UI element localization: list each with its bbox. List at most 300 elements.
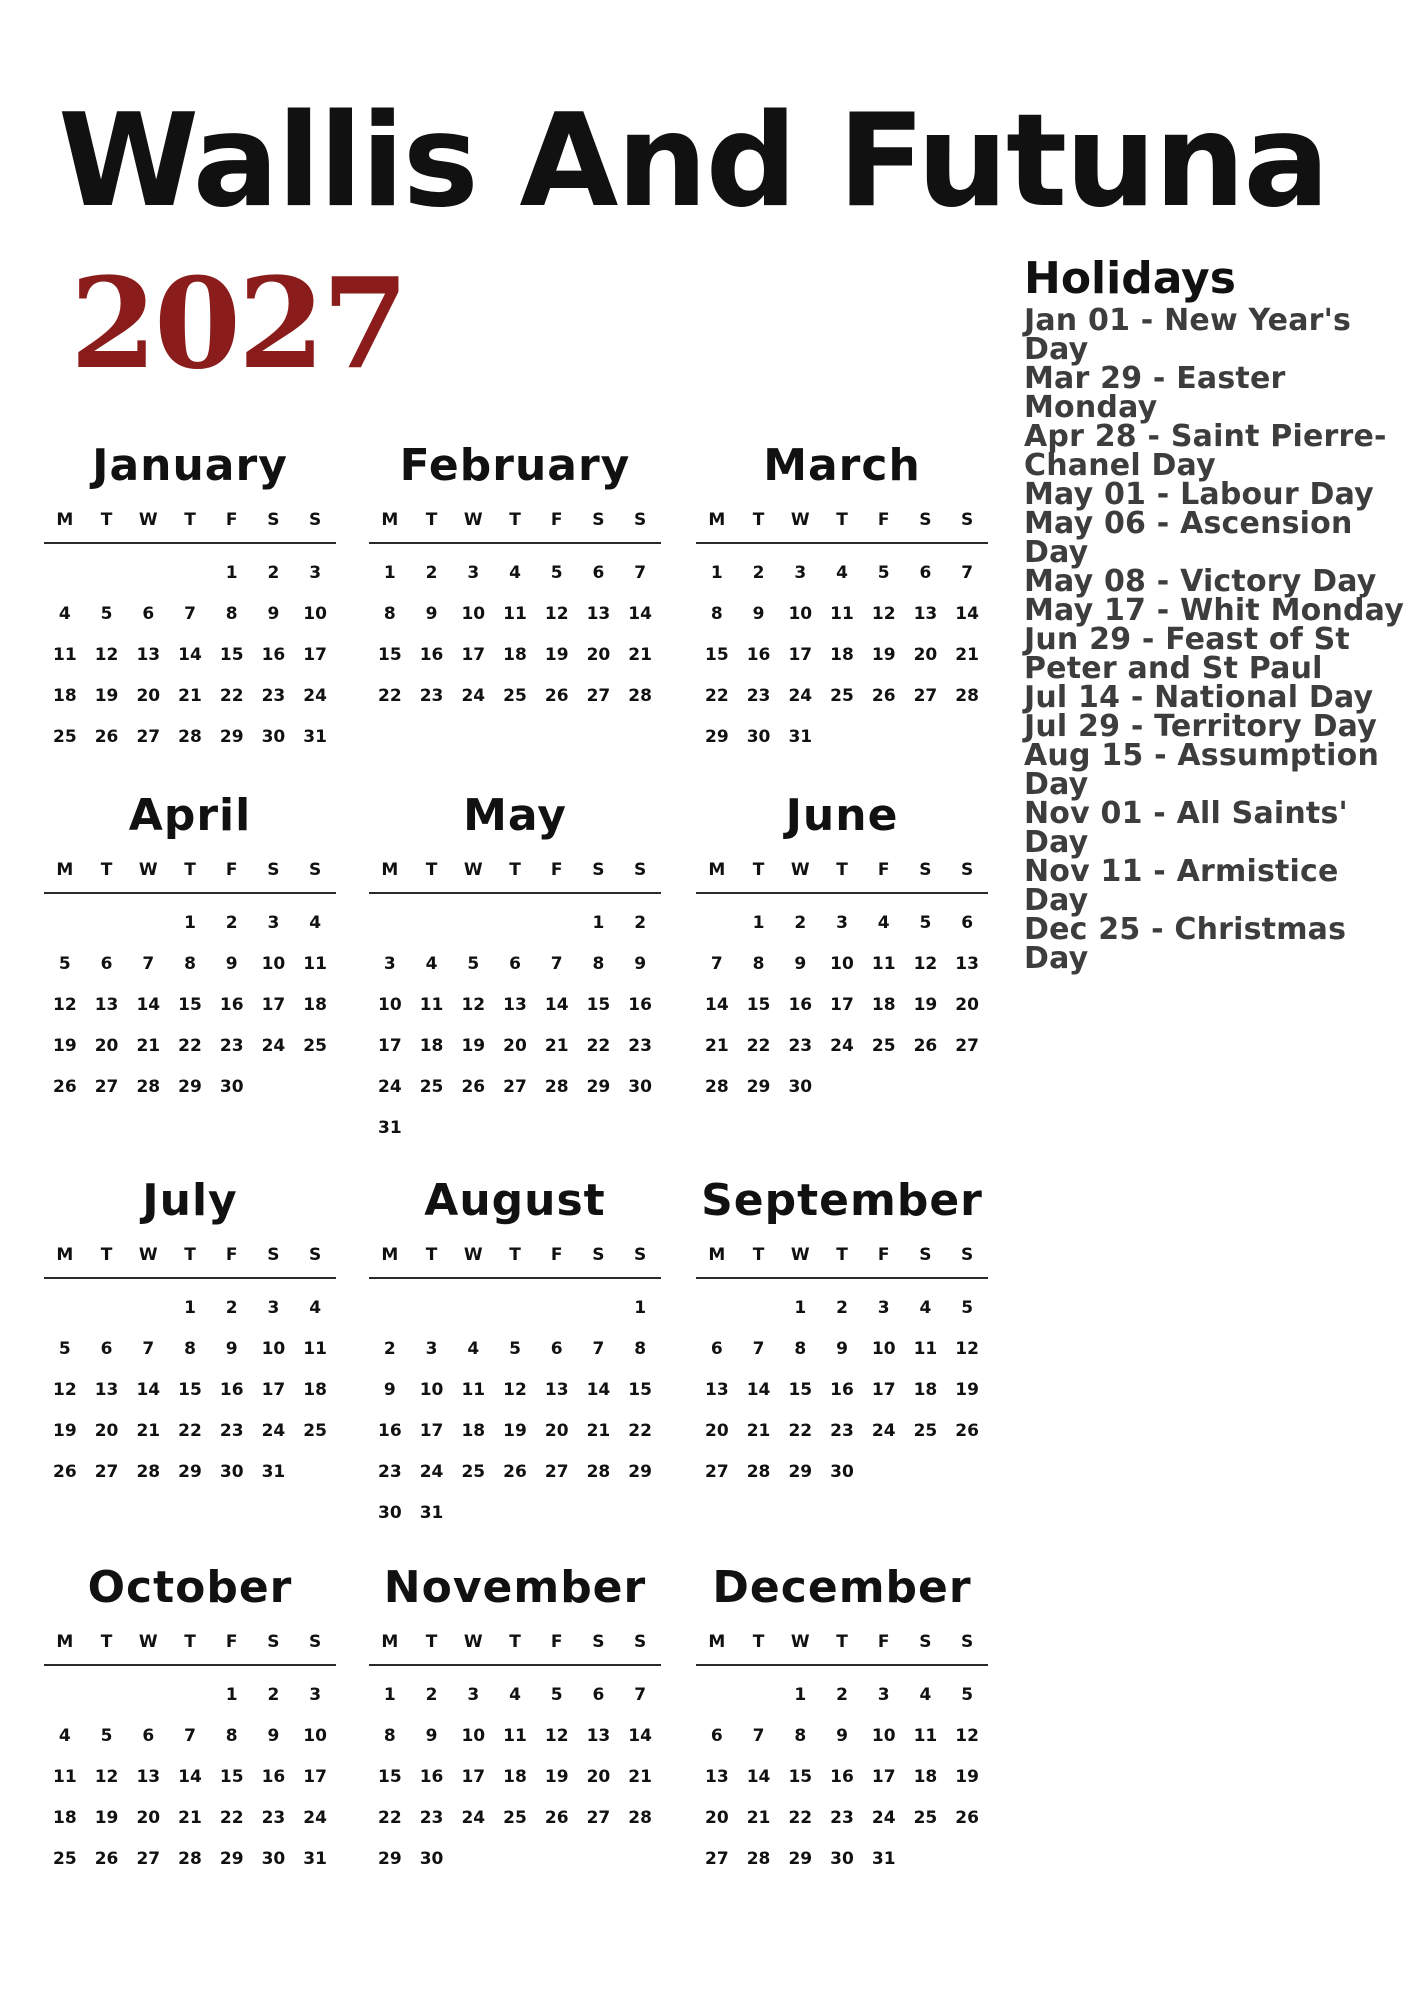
day-cell: 18 (53, 1807, 77, 1828)
day-cell: 11 (461, 1379, 486, 1400)
day-cell: 16 (419, 1766, 444, 1787)
day-cell: 21 (544, 1035, 569, 1056)
day-cell: 23 (746, 685, 771, 706)
day-cell: 13 (586, 603, 611, 624)
weekday-header (369, 1245, 661, 1279)
day-cell: 17 (461, 644, 486, 665)
day-cell: 3 (383, 953, 396, 974)
day-cell: 15 (378, 1766, 402, 1787)
day-cell: 7 (142, 953, 155, 974)
days-grid (696, 1674, 988, 1879)
holiday-line: Day (1024, 767, 1089, 802)
month-february (369, 440, 661, 716)
day-cell: 26 (94, 1848, 119, 1869)
holiday-line: May 17 - Whit Monday (1024, 593, 1404, 628)
weekday-label: F (225, 1245, 238, 1265)
day-cell: 17 (378, 1035, 402, 1056)
day-cell: 14 (178, 644, 202, 665)
day-cell: 22 (628, 1420, 652, 1441)
day-cell: 23 (419, 1807, 444, 1828)
day-cell: 13 (705, 1379, 729, 1400)
day-cell: 10 (461, 1725, 486, 1746)
day-cell: 28 (586, 1461, 611, 1482)
day-cell: 8 (592, 953, 605, 974)
day-cell: 15 (178, 1379, 202, 1400)
day-cell: 3 (877, 1684, 890, 1705)
day-cell: 11 (53, 1766, 77, 1787)
day-cell: 10 (461, 603, 486, 624)
day-cell: 12 (461, 994, 486, 1015)
day-cell: 14 (705, 994, 729, 1015)
day-cell: 20 (544, 1420, 569, 1441)
day-cell: 23 (830, 1420, 854, 1441)
day-cell: 11 (871, 953, 896, 974)
day-cell: 13 (586, 1725, 611, 1746)
weekday-label: W (138, 1245, 158, 1265)
month-name: September (701, 1175, 983, 1226)
weekday-label: T (752, 860, 765, 880)
day-cell: 5 (58, 953, 71, 974)
day-cell: 14 (586, 1379, 611, 1400)
day-cell: 21 (178, 1807, 202, 1828)
holiday-line: May 06 - Ascension (1024, 506, 1353, 541)
day-cell: 30 (378, 1502, 402, 1523)
day-cell: 20 (913, 644, 938, 665)
weekday-header (696, 1245, 988, 1279)
day-cell: 25 (53, 1848, 77, 1869)
weekday-label: M (381, 510, 399, 530)
weekday-label: W (790, 1245, 810, 1265)
weekday-label: T (100, 860, 113, 880)
weekday-label: S (634, 1632, 647, 1652)
weekday-label: T (836, 510, 848, 530)
day-cell: 1 (794, 1684, 807, 1705)
day-cell: 5 (100, 603, 113, 624)
weekday-label: T (100, 1245, 113, 1265)
day-cell: 30 (219, 1461, 244, 1482)
holiday-line: Day (1024, 941, 1089, 976)
weekday-label: S (267, 510, 280, 530)
day-cell: 22 (788, 1420, 813, 1441)
weekday-label: W (138, 1632, 158, 1652)
day-cell: 26 (871, 685, 896, 706)
day-cell: 18 (913, 1379, 938, 1400)
month-june (696, 790, 988, 1107)
month-name: May (463, 790, 567, 841)
day-cell: 14 (955, 603, 979, 624)
day-cell: 21 (178, 685, 202, 706)
holiday-line: Day (1024, 825, 1089, 860)
weekday-label: F (877, 1245, 890, 1265)
day-cell: 7 (184, 1725, 196, 1746)
day-cell: 13 (94, 994, 119, 1015)
day-cell: 14 (178, 1766, 202, 1787)
day-cell: 25 (913, 1420, 938, 1441)
month-name: November (383, 1562, 647, 1613)
day-cell: 4 (919, 1684, 932, 1705)
day-cell: 19 (53, 1035, 77, 1056)
day-cell: 26 (503, 1461, 527, 1482)
day-cell: 2 (634, 912, 647, 933)
day-cell: 23 (219, 1420, 244, 1441)
holiday-line: Jul 14 - National Day (1024, 680, 1374, 715)
days-grid (369, 1674, 661, 1879)
day-cell: 16 (746, 644, 771, 665)
day-cell: 12 (94, 644, 119, 665)
day-cell: 16 (628, 994, 652, 1015)
day-cell: 3 (467, 562, 480, 583)
day-cell: 19 (461, 1035, 486, 1056)
day-cell: 13 (955, 953, 979, 974)
day-cell: 15 (788, 1766, 813, 1787)
day-cell: 28 (955, 685, 979, 706)
day-cell: 10 (303, 603, 327, 624)
day-cell: 25 (871, 1035, 896, 1056)
weekday-label: S (919, 1632, 932, 1652)
day-cell: 27 (955, 1035, 979, 1056)
weekday-label: S (592, 1245, 605, 1265)
day-cell: 29 (178, 1076, 202, 1097)
day-cell: 2 (752, 562, 765, 583)
day-cell: 10 (419, 1379, 444, 1400)
day-cell: 28 (178, 1848, 202, 1869)
day-cell: 21 (705, 1035, 729, 1056)
day-cell: 24 (261, 1035, 286, 1056)
day-cell: 29 (705, 726, 729, 747)
day-cell: 5 (467, 953, 480, 974)
day-cell: 25 (503, 685, 527, 706)
day-cell: 6 (592, 1684, 605, 1705)
weekday-header (44, 860, 336, 894)
weekday-label: M (56, 1245, 74, 1265)
weekday-label: S (267, 1632, 280, 1652)
day-cell: 20 (136, 685, 161, 706)
day-cell: 18 (303, 994, 327, 1015)
day-cell: 11 (913, 1338, 938, 1359)
day-cell: 5 (58, 1338, 71, 1359)
weekday-label: W (463, 1632, 483, 1652)
day-cell: 17 (303, 644, 327, 665)
day-cell: 20 (503, 1035, 527, 1056)
day-cell: 20 (586, 644, 611, 665)
day-cell: 4 (919, 1297, 932, 1318)
day-cell: 3 (309, 562, 322, 583)
day-cell: 28 (628, 1807, 652, 1828)
day-cell: 26 (955, 1420, 979, 1441)
day-cell: 8 (752, 953, 765, 974)
day-cell: 29 (178, 1461, 202, 1482)
day-cell: 15 (628, 1379, 652, 1400)
weekday-label: M (381, 1632, 399, 1652)
weekday-label: W (790, 860, 810, 880)
holiday-line: Jul 29 - Territory Day (1024, 709, 1377, 744)
day-cell: 10 (830, 953, 854, 974)
weekday-label: W (463, 860, 483, 880)
weekday-label: T (184, 1245, 196, 1265)
day-cell: 11 (503, 1725, 527, 1746)
holiday-line: Chanel Day (1024, 448, 1216, 483)
weekday-label: T (509, 1245, 521, 1265)
day-cell: 3 (267, 1297, 280, 1318)
day-cell: 14 (544, 994, 569, 1015)
day-cell: 26 (913, 1035, 938, 1056)
day-cell: 11 (303, 953, 327, 974)
day-cell: 29 (788, 1461, 813, 1482)
day-cell: 25 (303, 1035, 327, 1056)
weekday-label: T (836, 860, 848, 880)
day-cell: 22 (219, 685, 244, 706)
day-cell: 4 (467, 1338, 480, 1359)
day-cell: 1 (794, 1297, 807, 1318)
day-cell: 16 (830, 1379, 854, 1400)
holiday-line: Day (1024, 535, 1089, 570)
day-cell: 5 (877, 562, 890, 583)
day-cell: 1 (634, 1297, 647, 1318)
day-cell: 31 (261, 1461, 286, 1482)
month-name: February (399, 440, 631, 491)
day-cell: 24 (830, 1035, 854, 1056)
day-cell: 19 (913, 994, 938, 1015)
day-cell: 19 (544, 644, 569, 665)
day-cell: 15 (586, 994, 611, 1015)
holiday-line: Jun 29 - Feast of St (1024, 622, 1350, 657)
day-cell: 19 (53, 1420, 77, 1441)
day-cell: 23 (830, 1807, 854, 1828)
weekday-label: T (425, 510, 438, 530)
day-cell: 22 (219, 1807, 244, 1828)
day-cell: 20 (705, 1420, 729, 1441)
day-cell: 31 (303, 1848, 327, 1869)
day-cell: 1 (225, 1684, 238, 1705)
weekday-header (369, 860, 661, 894)
day-cell: 25 (53, 726, 77, 747)
weekday-label: S (309, 1245, 322, 1265)
day-cell: 12 (544, 603, 569, 624)
day-cell: 22 (788, 1807, 813, 1828)
day-cell: 12 (955, 1338, 979, 1359)
day-cell: 17 (871, 1379, 896, 1400)
day-cell: 29 (586, 1076, 611, 1097)
weekday-label: F (550, 510, 563, 530)
weekday-label: S (961, 1632, 974, 1652)
day-cell: 13 (544, 1379, 569, 1400)
day-cell: 27 (136, 1848, 161, 1869)
weekday-header (696, 510, 988, 544)
day-cell: 24 (461, 685, 486, 706)
weekday-label: T (184, 510, 196, 530)
holiday-line: Jan 01 - New Year's (1024, 303, 1352, 338)
day-cell: 18 (830, 644, 854, 665)
day-cell: 12 (913, 953, 938, 974)
day-cell: 30 (746, 726, 771, 747)
day-cell: 12 (544, 1725, 569, 1746)
days-grid (369, 902, 661, 1148)
day-cell: 12 (94, 1766, 119, 1787)
day-cell: 13 (136, 644, 161, 665)
day-cell: 19 (544, 1766, 569, 1787)
day-cell: 16 (788, 994, 813, 1015)
day-cell: 27 (705, 1848, 729, 1869)
day-cell: 1 (383, 562, 396, 583)
day-cell: 17 (419, 1420, 444, 1441)
weekday-label: T (836, 1245, 848, 1265)
day-cell: 9 (836, 1338, 848, 1359)
day-cell: 23 (419, 685, 444, 706)
day-cell: 21 (586, 1420, 611, 1441)
holiday-line: Peter and St Paul (1024, 651, 1323, 686)
day-cell: 7 (184, 603, 196, 624)
month-name: August (424, 1175, 606, 1226)
day-cell: 30 (419, 1848, 444, 1869)
day-cell: 2 (225, 1297, 238, 1318)
day-cell: 9 (836, 1725, 848, 1746)
weekday-label: S (919, 510, 932, 530)
day-cell: 26 (53, 1076, 77, 1097)
day-cell: 26 (461, 1076, 486, 1097)
day-cell: 18 (913, 1766, 938, 1787)
holiday-line: Nov 11 - Armistice Day (1024, 854, 1339, 918)
page-title: Wallis And Futuna (58, 87, 1328, 236)
day-cell: 7 (961, 562, 974, 583)
weekday-label: T (100, 1632, 113, 1652)
day-cell: 14 (746, 1766, 771, 1787)
day-cell: 6 (550, 1338, 563, 1359)
day-cell: 14 (746, 1379, 771, 1400)
month-december (696, 1562, 988, 1879)
day-cell: 10 (261, 1338, 286, 1359)
day-cell: 27 (586, 1807, 611, 1828)
holiday-line: Apr 28 - Saint Pierre- (1024, 419, 1387, 454)
day-cell: 9 (225, 953, 238, 974)
day-cell: 14 (136, 994, 161, 1015)
day-cell: 15 (219, 644, 244, 665)
day-cell: 21 (746, 1807, 771, 1828)
day-cell: 24 (461, 1807, 486, 1828)
day-cell: 23 (261, 685, 286, 706)
day-cell: 5 (100, 1725, 113, 1746)
weekday-label: S (961, 1245, 974, 1265)
weekday-label: F (550, 1632, 563, 1652)
day-cell: 23 (219, 1035, 244, 1056)
day-cell: 30 (788, 1076, 813, 1097)
day-cell: 11 (53, 644, 77, 665)
day-cell: 17 (261, 1379, 286, 1400)
day-cell: 21 (955, 644, 979, 665)
weekday-label: S (309, 510, 322, 530)
weekday-label: S (267, 1245, 280, 1265)
day-cell: 28 (746, 1461, 771, 1482)
day-cell: 26 (955, 1807, 979, 1828)
day-cell: 6 (710, 1338, 723, 1359)
day-cell: 19 (955, 1766, 979, 1787)
day-cell: 22 (746, 1035, 771, 1056)
day-cell: 28 (628, 685, 652, 706)
months-grid (44, 440, 994, 1890)
days-grid (369, 552, 661, 716)
day-cell: 9 (752, 603, 765, 624)
weekday-label: F (550, 860, 563, 880)
day-cell: 21 (628, 644, 652, 665)
day-cell: 8 (184, 1338, 196, 1359)
day-cell: 27 (503, 1076, 527, 1097)
day-cell: 8 (794, 1725, 807, 1746)
day-cell: 25 (913, 1807, 938, 1828)
day-cell: 8 (634, 1338, 647, 1359)
day-cell: 31 (871, 1848, 896, 1869)
day-cell: 9 (383, 1379, 396, 1400)
day-cell: 21 (136, 1035, 161, 1056)
day-cell: 14 (628, 1725, 652, 1746)
month-september (696, 1175, 988, 1492)
weekday-label: S (267, 860, 280, 880)
weekday-label: M (381, 1245, 399, 1265)
day-cell: 7 (752, 1725, 765, 1746)
day-cell: 16 (219, 1379, 244, 1400)
day-cell: 7 (634, 562, 647, 583)
day-cell: 21 (136, 1420, 161, 1441)
weekday-label: M (708, 1632, 726, 1652)
day-cell: 30 (261, 726, 286, 747)
day-cell: 29 (788, 1848, 813, 1869)
weekday-header (44, 1632, 336, 1666)
holidays-heading: Holidays (1024, 253, 1236, 304)
holiday-line: May 01 - Labour Day (1024, 477, 1374, 512)
days-grid (44, 1287, 336, 1492)
day-cell: 12 (53, 1379, 77, 1400)
day-cell: 14 (136, 1379, 161, 1400)
day-cell: 2 (425, 1684, 438, 1705)
day-cell: 16 (378, 1420, 402, 1441)
day-cell: 20 (94, 1420, 119, 1441)
weekday-label: W (463, 1245, 483, 1265)
month-april (44, 790, 336, 1107)
day-cell: 10 (303, 1725, 327, 1746)
day-cell: 28 (746, 1848, 771, 1869)
day-cell: 24 (871, 1807, 896, 1828)
weekday-label: F (877, 860, 890, 880)
day-cell: 6 (100, 1338, 113, 1359)
weekday-label: S (592, 1632, 605, 1652)
day-cell: 17 (788, 644, 813, 665)
day-cell: 13 (913, 603, 938, 624)
weekday-header (369, 510, 661, 544)
weekday-label: T (752, 1632, 765, 1652)
weekday-label: M (56, 860, 74, 880)
day-cell: 20 (705, 1807, 729, 1828)
day-cell: 6 (592, 562, 605, 583)
day-cell: 17 (830, 994, 854, 1015)
days-grid (369, 1287, 661, 1533)
day-cell: 5 (550, 1684, 563, 1705)
day-cell: 6 (710, 1725, 723, 1746)
day-cell: 8 (383, 603, 396, 624)
day-cell: 12 (53, 994, 77, 1015)
weekday-header (44, 1245, 336, 1279)
weekday-label: S (592, 510, 605, 530)
day-cell: 17 (461, 1766, 486, 1787)
days-grid (44, 1674, 336, 1879)
weekday-label: S (919, 1245, 932, 1265)
day-cell: 28 (544, 1076, 569, 1097)
day-cell: 2 (267, 1684, 280, 1705)
day-cell: 9 (425, 1725, 438, 1746)
day-cell: 11 (419, 994, 444, 1015)
day-cell: 24 (303, 1807, 327, 1828)
day-cell: 21 (746, 1420, 771, 1441)
day-cell: 5 (919, 912, 932, 933)
holiday-line: Nov 01 - All Saints' (1024, 796, 1348, 831)
day-cell: 5 (509, 1338, 521, 1359)
